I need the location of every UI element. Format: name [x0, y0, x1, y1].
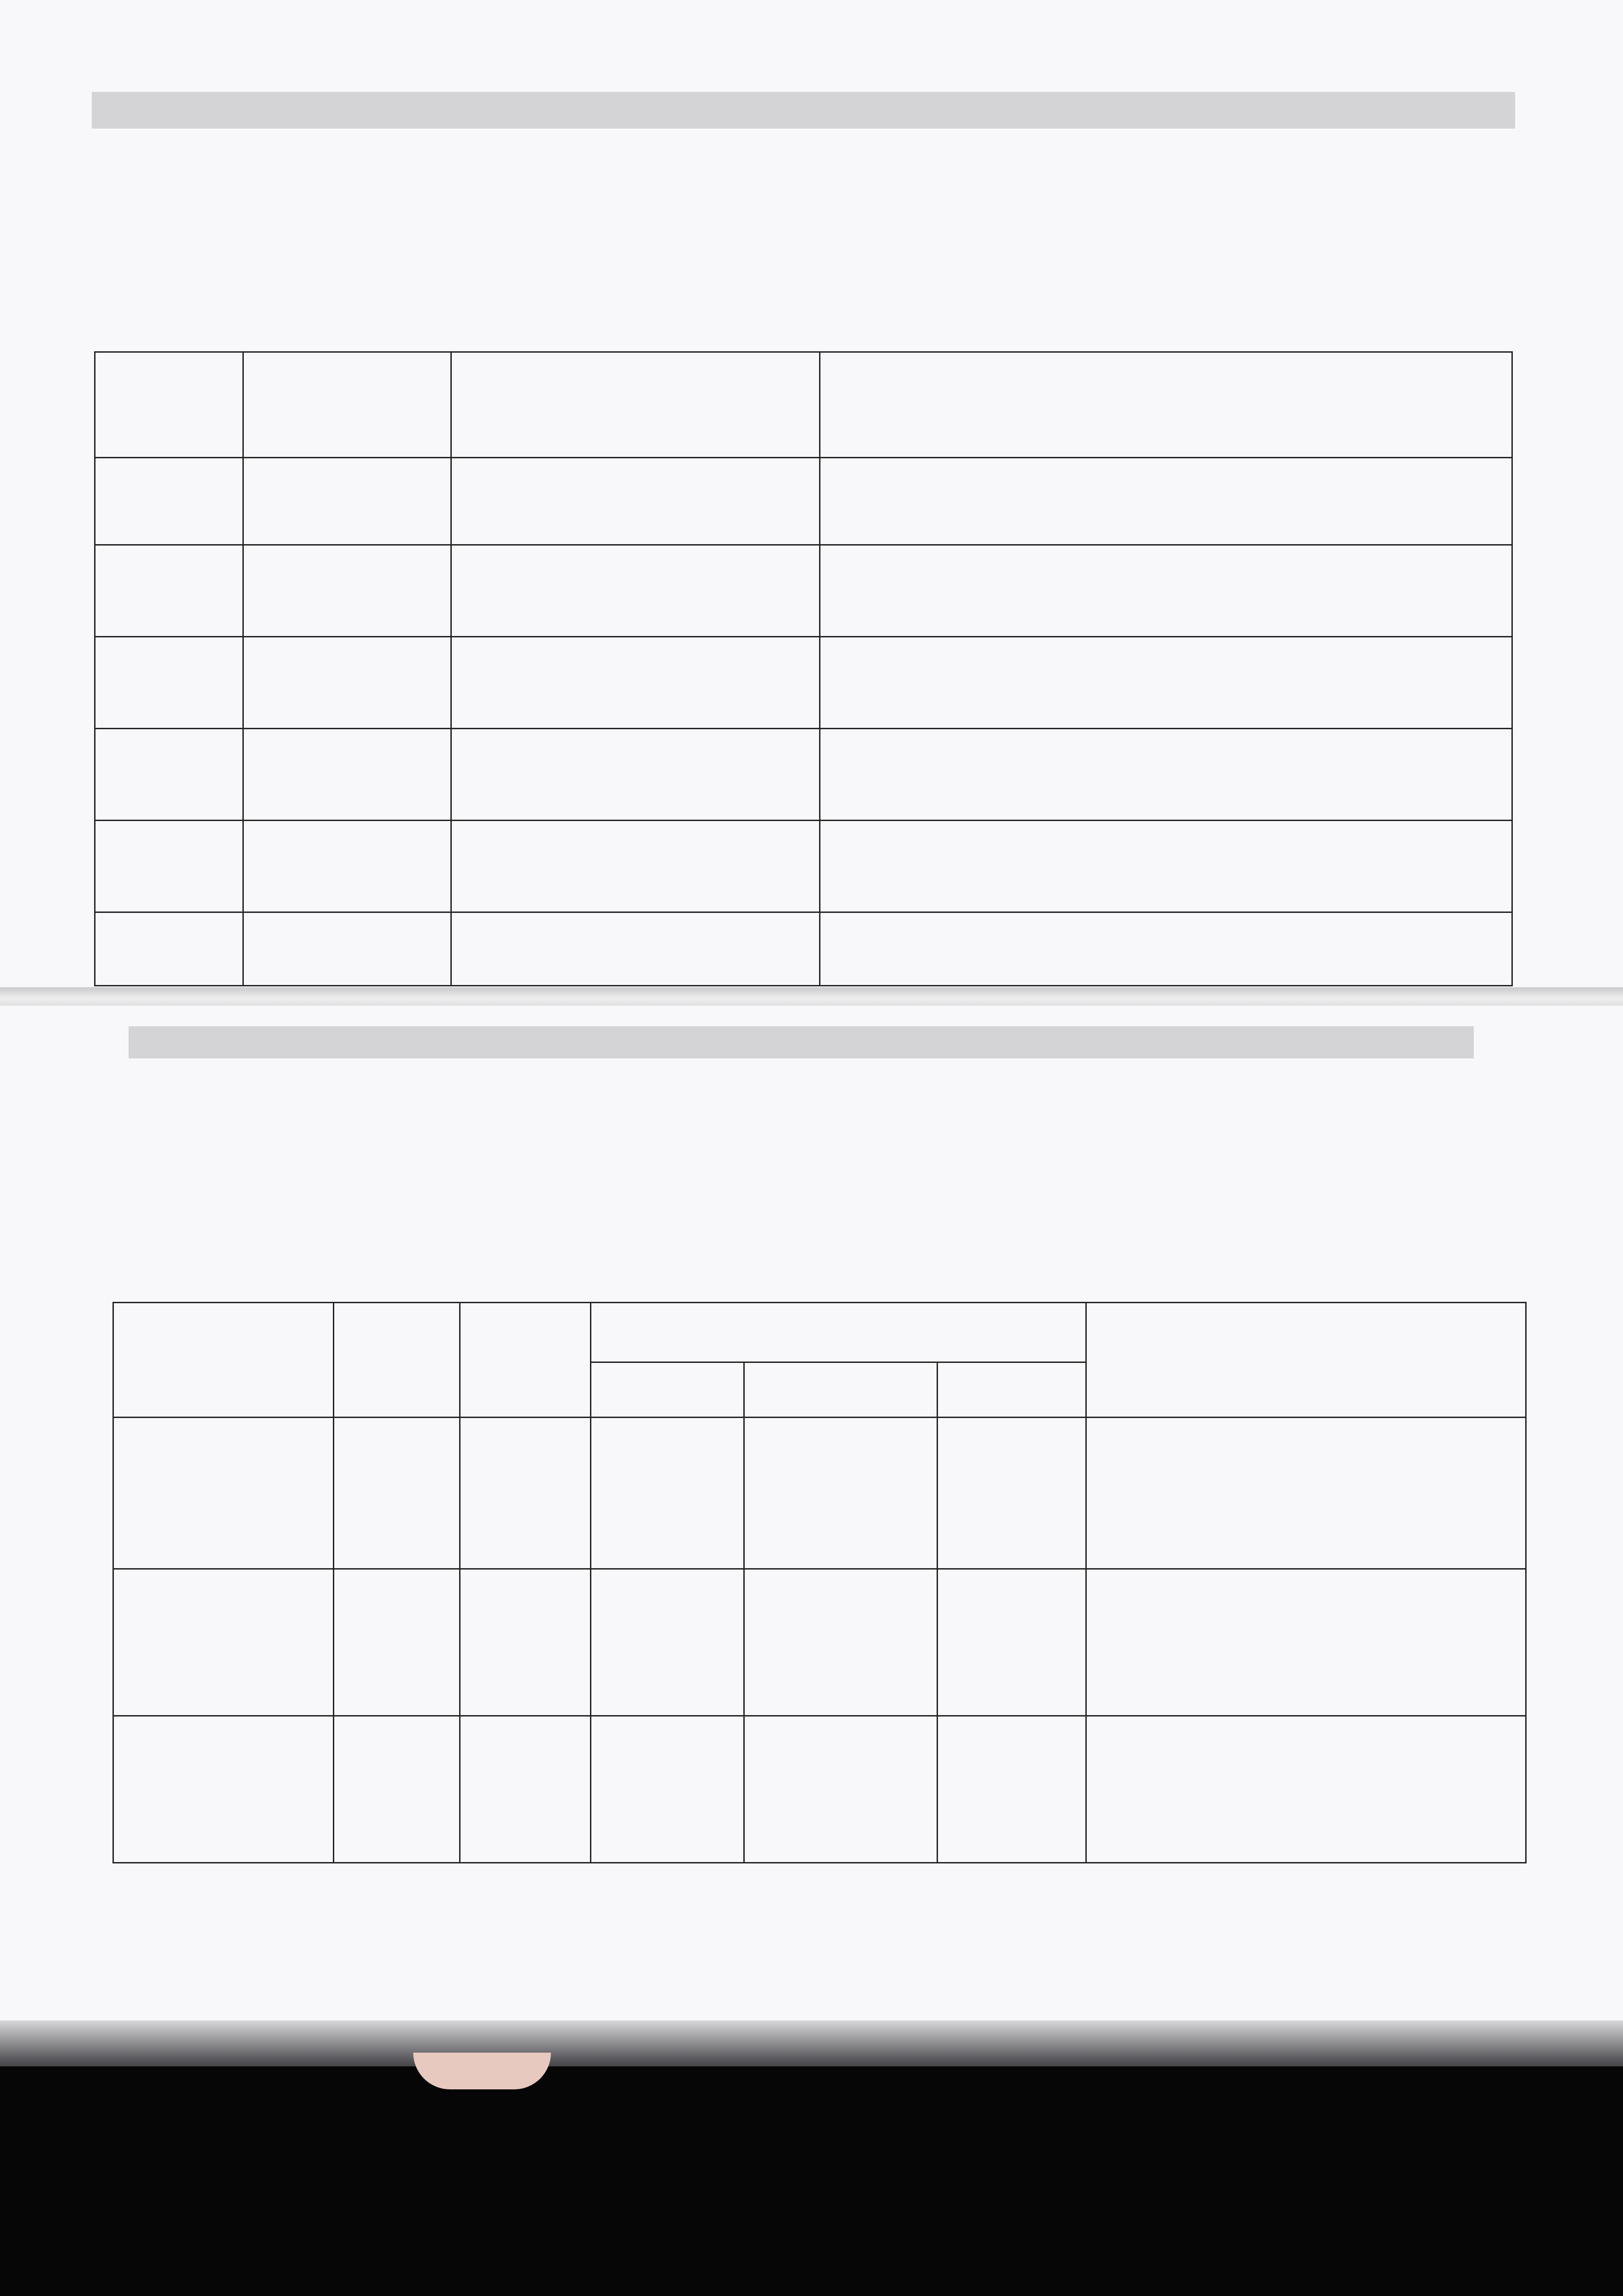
identity-check-row: [95, 729, 1512, 821]
vax-col-place: [333, 1303, 460, 1418]
section-7-banner: [129, 1026, 1474, 1058]
col-reason-header: [451, 352, 820, 458]
vaccination-footnote: [112, 1874, 1536, 1888]
vax-col-vaccine: [591, 1303, 1086, 1362]
vax-col-batch: [744, 1362, 937, 1418]
section-7-record-text: [115, 1187, 1538, 1222]
identity-check-row: [95, 637, 1512, 729]
identity-check-row: [95, 821, 1512, 912]
section-6-banner: [92, 92, 1515, 129]
vaccination-row: [113, 1716, 1526, 1863]
vax-col-country: [460, 1303, 590, 1418]
col-verifier-header: [820, 352, 1512, 458]
vaccination-row: [113, 1418, 1526, 1569]
col-town-header: [243, 352, 451, 458]
vax-col-date: [113, 1303, 334, 1418]
section-6-intro: [92, 246, 1492, 263]
identity-check-row: [95, 545, 1512, 637]
vaccination-row: [113, 1569, 1526, 1716]
scan-background: [0, 2066, 1623, 2296]
col-date-header: [95, 352, 243, 458]
vax-col-name: [591, 1362, 744, 1418]
thumb: [413, 2053, 551, 2089]
identity-check-row: [95, 912, 1512, 986]
vaccination-table: [112, 1302, 1527, 1863]
vax-col-disease: [938, 1362, 1086, 1418]
vax-col-practice: [1086, 1303, 1526, 1418]
identity-check-table: [94, 351, 1513, 986]
identity-check-row: [95, 458, 1512, 545]
